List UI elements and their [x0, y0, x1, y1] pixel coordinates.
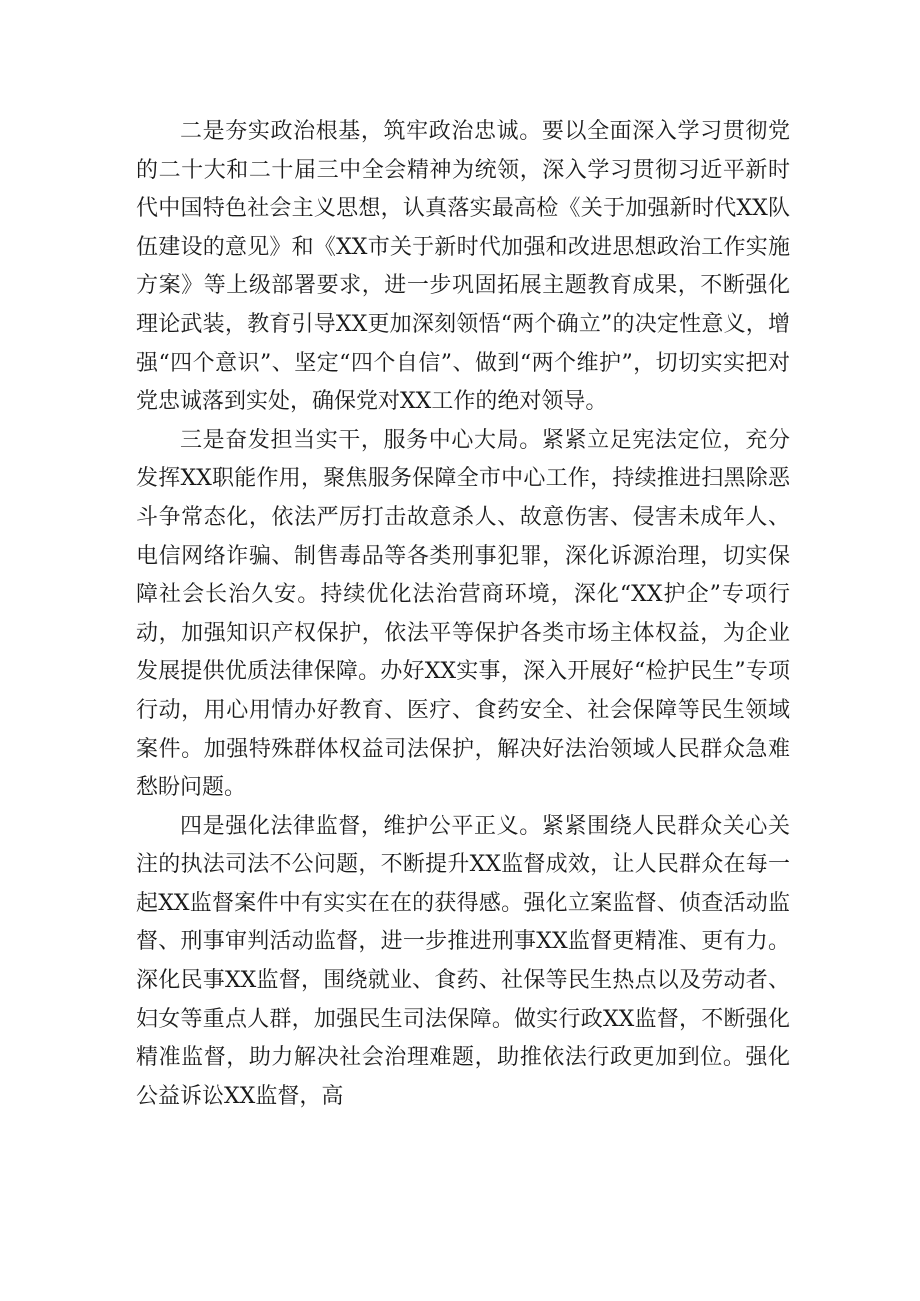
paragraph-serve-overall-situation: 三是奋发担当实干，服务中心大局。紧紧立足宪法定位，充分发挥XX职能作用，聚焦服务保障全市中心工作，持续推进扫黑除恶斗争常态化，依法严厉打击故意杀人、故意伤害、侵害未成年人、电信网络诈骗、制售毒品等各类刑事犯罪，深化诉源治理，切实保障社会长治久安。持续优化法治营商环境，深化“XX护企”专项行动，加强知识产权保护，依法平等保护各类市场主体权益，为企业发展提供优质法律保障。办好XX实事，深入开展好“检护民生”专项行动，用心用情办好教育、医疗、食药安全、社会保障等民生领域案件。加强特殊群体权益司法保护，解决好法治领域人民群众急难愁盼问题。: [136, 427, 790, 801]
paragraph-legal-supervision: 四是强化法律监督，维护公平正义。紧紧围绕人民群众关心关注的执法司法不公问题，不断提升XX监督成效，让人民群众在每一起XX监督案件中有实实在在的获得感。强化立案监督、侦查活动监督、刑事审判活动监督，进一步推进刑事XX监督更精准、更有力。深化民事XX监督，围绕就业、食药、社保等民生热点以及劳动者、妇女等重点人群，加强民生司法保障。做实行政XX监督，不断强化精准监督，助力解决社会治理难题，助推依法行政更加到位。强化公益诉讼XX监督，高: [136, 813, 790, 1109]
document-body: [136, 113, 790, 1116]
paragraph-political-foundation: 二是夯实政治根基，筑牢政治忠诚。要以全面深入学习贯彻党的二十大和二十届三中全会精神为统领，深入学习贯彻习近平新时代中国特色社会主义思想，认真落实最高检《关于加强新时代XX队伍建设的意见》和《XX市关于新时代加强和改进思想政治工作实施方案》等上级部署要求，进一步巩固拓展主题教育成果，不断强化理论武装，教育引导XX更加深刻领悟“两个确立”的决定性意义，增强“四个意识”、坚定“四个自信”、做到“两个维护”，切切实实把对党忠诚落到实处，确保党对XX工作的绝对领导。: [136, 119, 790, 415]
